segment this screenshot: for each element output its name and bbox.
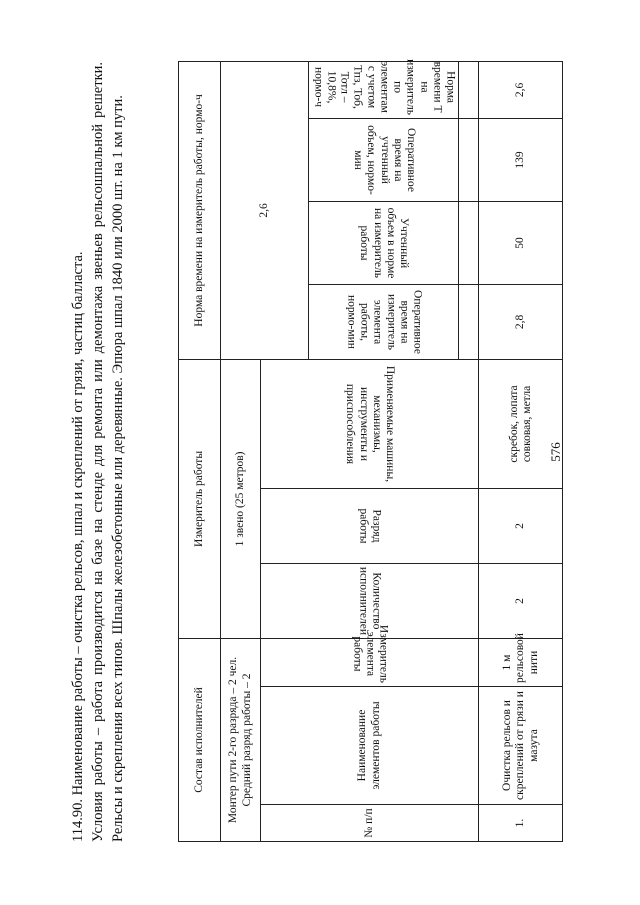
spacer-cell (459, 284, 479, 359)
row-norm-time-meter: 2,6 (479, 61, 563, 118)
header-grade (261, 488, 479, 563)
rotated-content (60, 59, 580, 842)
header-grade-text: Разряд работы (357, 508, 383, 544)
header-element-name: Наименование элементов работы (261, 687, 479, 805)
norm-table (178, 61, 563, 842)
heading-conditions: Условия работы – работа производится на базе на стенде для ремонта или демонтажа звеньев рельсошпальной решетки. Рельсы и скрепления всех типов. Шпалы железобетонные или деревянные. Эпюра шпал 1840 или 2000 шт. на 1 км пути. (90, 62, 126, 842)
spacer-cell (459, 201, 479, 284)
header-volume-norm (309, 201, 459, 284)
header-element-meter (261, 624, 479, 686)
header-norm: Норма времени на измеритель работы, нормо-ч (179, 61, 221, 359)
heading-title: 114.90. Наименование работы – очистка рельсов, шпал и скреплений от грязи, частиц балласта. (70, 251, 86, 842)
header-op-time-meter (309, 284, 459, 359)
header-norm-time-meter (309, 61, 459, 118)
header-staff: Состав исполнителей (179, 638, 221, 841)
row-machines: скребок, лопата совковая, метла (479, 359, 563, 488)
spacer-cell (459, 61, 479, 118)
heading (68, 62, 128, 842)
header-op-time-meter-text: Оперативное время на измеритель элемента работы, нормо-мин (345, 289, 424, 354)
header-num: № п/п (261, 805, 479, 842)
norm-value: 2,6 (221, 61, 309, 359)
header-machines (261, 359, 479, 488)
header-norm-time-meter-text: Норма времени Т на измеритель по элементам с учетом Тпз, Тоб, Тотл – 10,8%, нормо-ч (312, 59, 457, 115)
header-workers-count (261, 563, 479, 638)
row-op-time-volume: 139 (479, 118, 563, 201)
row-workers-count: 2 (479, 563, 563, 638)
header-volume-norm-text: Учтенный объем в норме на измеритель работы (358, 207, 411, 279)
page-number: 576 (548, 442, 563, 462)
staff-value: Монтер пути 2-го разряда – 2 чел. Средний разряд работы – 2 (221, 638, 261, 841)
header-op-time-volume-text: Оперативное время на учтенный объем, нормо-мин (351, 125, 417, 195)
meter-value: 1 звено (25 метров) (221, 359, 261, 638)
header-machines-text: Применяемые машины, механизмы, инструменты и приспособления (344, 365, 397, 483)
row-volume-norm: 50 (479, 201, 563, 284)
header-meter: Измеритель работы (179, 359, 221, 638)
spacer-cell (459, 118, 479, 201)
header-workers-count-text: Количество исполнителей (357, 566, 383, 635)
row-element-name: Очистка рельсов и скреплений от грязи и мазута (479, 687, 563, 805)
header-element-meter-text: Измеритель элемента работы (351, 624, 390, 683)
row-grade: 2 (479, 488, 563, 563)
header-op-time-volume (309, 118, 459, 201)
row-num: 1. (479, 805, 563, 842)
row-op-time-meter: 2,8 (479, 284, 563, 359)
row-element-meter: 1 м рельсовой нити (479, 638, 563, 686)
